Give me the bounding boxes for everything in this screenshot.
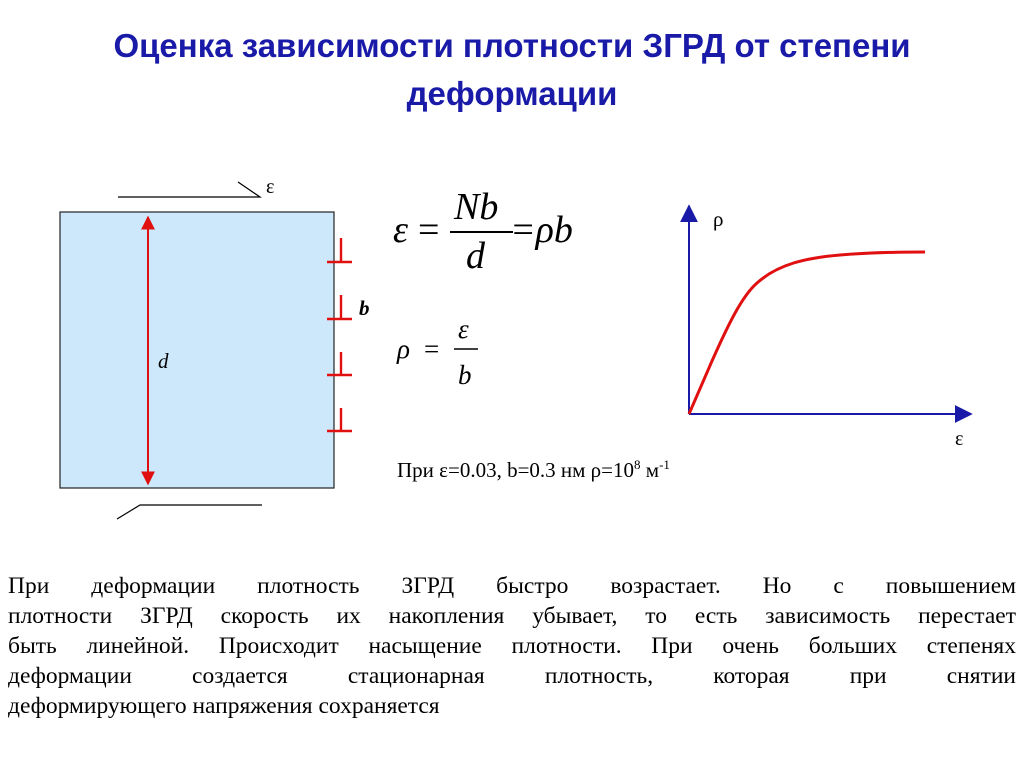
formula-density-lhs: ρ — [397, 334, 410, 364]
saturation-curve — [689, 252, 925, 414]
density-strain-graph — [689, 206, 971, 450]
example-calculation-text: При ε=0.03, b=0.3 нм ρ=10 — [397, 458, 635, 482]
formula-strain-lhs: ε — [393, 209, 408, 251]
formula-density — [396, 314, 478, 390]
height-label: d — [158, 349, 169, 373]
example-calculation-exponent: 8 — [634, 457, 641, 472]
formula-strain — [393, 186, 573, 277]
explanation-paragraph — [8, 571, 1016, 721]
formula-density-equals: = — [424, 334, 440, 364]
paragraph-line: плотности ЗГРД скорость их накопления убывает, то есть зависимость перестает — [8, 603, 1016, 629]
y-axis-label: ρ — [713, 207, 724, 231]
specimen-block — [60, 212, 334, 488]
formula-density-numerator: ε — [458, 314, 469, 344]
page-title-line-1: Оценка зависимости плотности ЗГРД от степени — [113, 27, 911, 64]
formula-strain-rhs: =ρb — [510, 209, 573, 251]
formula-density-denominator: b — [458, 360, 472, 390]
example-calculation-unit: м — [640, 458, 660, 482]
spacing-label: b — [359, 296, 370, 320]
paragraph-line: деформации создается стационарная плотность, которая при снятии — [8, 663, 1016, 689]
example-calculation — [397, 457, 670, 483]
specimen-diagram — [60, 176, 370, 519]
formula-strain-denominator: d — [466, 235, 485, 277]
shear-arrow-bottom — [117, 505, 262, 519]
paragraph-line: быть линейной. Происходит насыщение плотности. При очень больших степенях — [8, 633, 1016, 659]
page-title-line-2: деформации — [406, 75, 618, 112]
paragraph-line: При деформации плотность ЗГРД быстро возрастает. Но с повышением — [8, 573, 1016, 599]
formula-strain-numerator: Nb — [454, 186, 499, 228]
paragraph-line: деформирующего напряжения сохраняется — [8, 693, 440, 719]
strain-label: ε — [266, 176, 275, 198]
shear-arrow-top — [118, 182, 260, 197]
x-axis-label: ε — [955, 428, 964, 450]
example-calculation-unit-exponent: -1 — [659, 457, 670, 472]
formula-strain-equals: = — [418, 209, 440, 251]
